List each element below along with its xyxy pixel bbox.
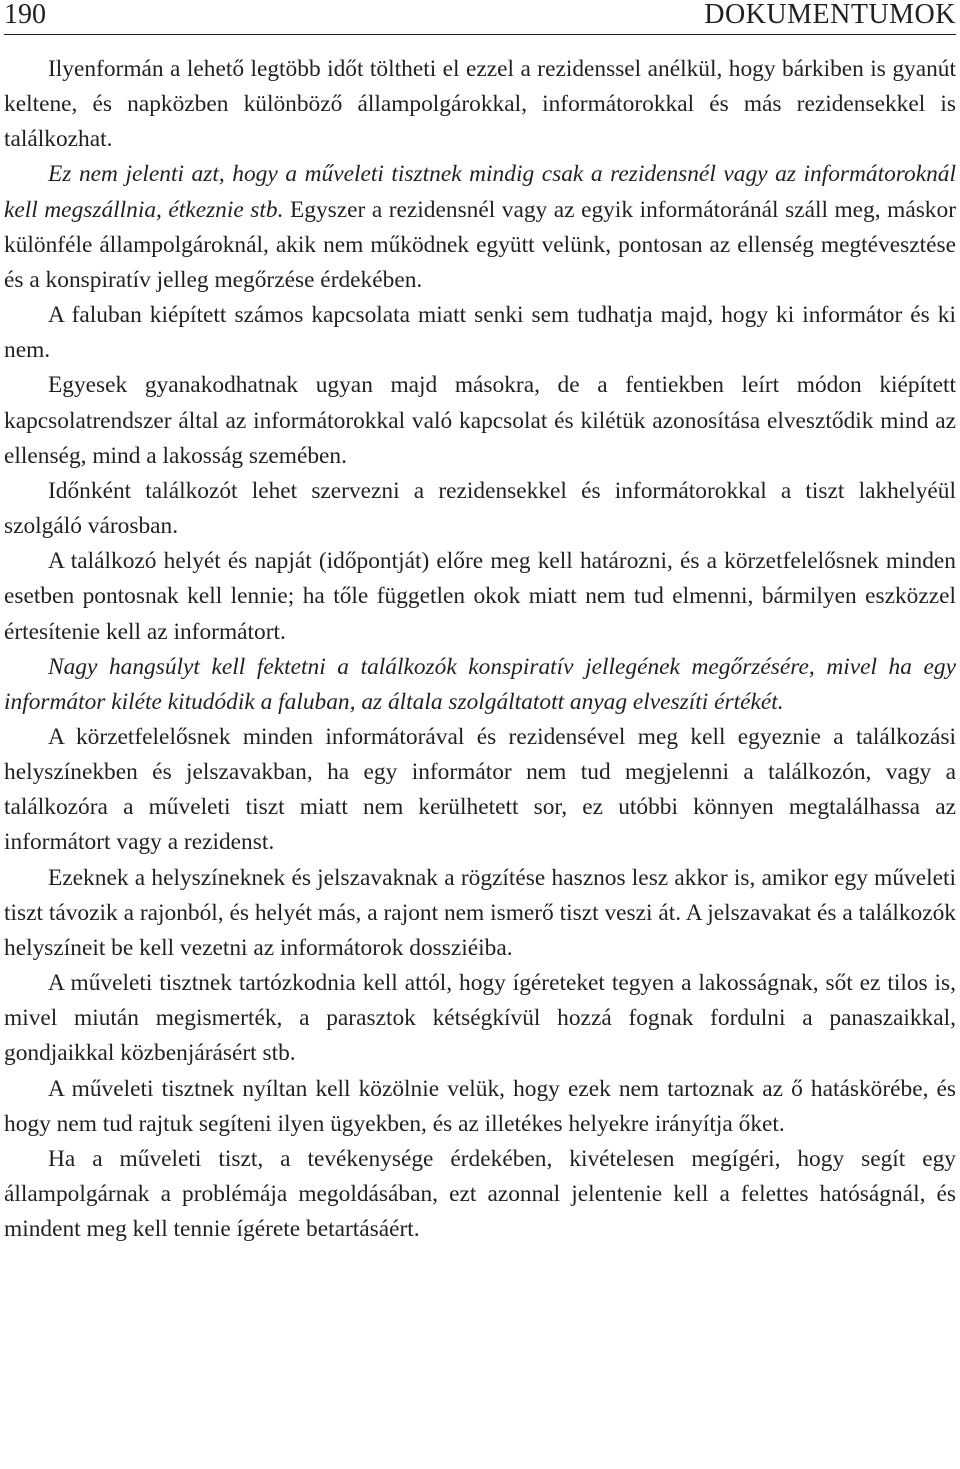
italic-paragraph: Nagy hangsúlyt kell fektetni a találkozók konspiratív jellegének megőrzésére, mivel ha egy informátor kiléte kitudódik a faluban, az általa szolgáltatott anyag elveszíti értékét. xyxy=(4,653,956,715)
paragraph: A faluban kiépített számos kapcsolata miatt senki sem tudhatja majd, hogy ki informátor és ki nem. xyxy=(4,302,956,364)
running-header xyxy=(4,0,956,35)
paragraph: Ezeknek a helyszíneknek és jelszavaknak a rögzítése hasznos lesz akkor is, amikor egy műveleti tiszt távozik a rajonból, és helyét más, a rajont nem ismerő tiszt veszi át. A jelszavakat és a találkozók helyszíneit be kell vezetni az informátorok dossziéiba. xyxy=(4,864,956,961)
paragraph: A találkozó helyét és napját (időpontját) előre meg kell határozni, és a körzetfelelősnek minden esetben pontosnak kell lennie; ha tőle független okok miatt nem tud elmenni, bármilyen eszközzel értesítenie kell az informátort. xyxy=(4,548,956,645)
paragraph: Ilyenformán a lehető legtöbb időt töltheti el ezzel a rezidenssel anélkül, hogy bárkiben is gyanút keltene, és napközben különböző állampolgárokkal, informátorokkal és más rezidensekkel is találkozhat. xyxy=(4,56,956,153)
section-title: DOKUMENTUMOK xyxy=(704,0,956,30)
page-number: 190 xyxy=(4,0,46,30)
paragraph: A műveleti tisztnek tartózkodnia kell attól, hogy ígéreteket tegyen a lakosságnak, sőt ez tilos is, mivel miután megismerték, a parasztok kétségkívül hozzá fognak fordulni a panaszaikkal, gondjaikkal közbenjárásért stb. xyxy=(4,970,956,1067)
paragraph-continuation: Egyszer a rezidensnél vagy az egyik informátoránál száll meg, máskor különféle állampolgároknál, akik nem működnek együtt velünk, pontosan az ellenség megtévesztése és a konspiratív jelleg megőrzése érdekében. xyxy=(4,196,956,293)
paragraph: Egyesek gyanakodhatnak ugyan majd másokra, de a fentiekben leírt módon kiépített kapcsolatrendszer által az informátorokkal való kapcsolat és kilétük azonosítása elvesztődik mind az ellenség, mind a lakosság szemében. xyxy=(4,372,956,469)
paragraph: A műveleti tisztnek nyíltan kell közölnie velük, hogy ezek nem tartoznak az ő hatáskörébe, és hogy nem tud rajtuk segíteni ilyen ügyekben, és az illetékes helyekre irányítja őket. xyxy=(4,1075,956,1137)
paragraph xyxy=(4,157,956,298)
paragraph: Ha a műveleti tiszt, a tevékenysége érdekében, kivételesen megígéri, hogy segít egy állampolgárnak a problémája megoldásában, ezt azonnal jelentenie kell a felettes hatóságnál, és mindent meg kell tennie ígérete betartásáért. xyxy=(4,1145,956,1243)
body-text xyxy=(4,52,956,1247)
italic-sentence: Ez nem jelenti azt, hogy a műveleti tisztnek mindig csak a rezidensnél vagy az informátoroknál kell megszállnia, étkeznie stb. xyxy=(4,161,956,223)
paragraph: Időnként találkozót lehet szervezni a rezidensekkel és informátorokkal a tiszt lakhelyéül szolgáló városban. xyxy=(4,477,956,540)
paragraph: A körzetfelelősnek minden informátorával és rezidensével meg kell egyeznie a találkozási helyszínekben és jelszavakban, ha egy informátor nem tud megjelenni a találkozón, vagy a találkozóra a műveleti tiszt miatt nem kerülhetett sor, ez utóbbi könnyen megtalálhassa az informátort vagy a rezidenst. xyxy=(4,723,956,856)
